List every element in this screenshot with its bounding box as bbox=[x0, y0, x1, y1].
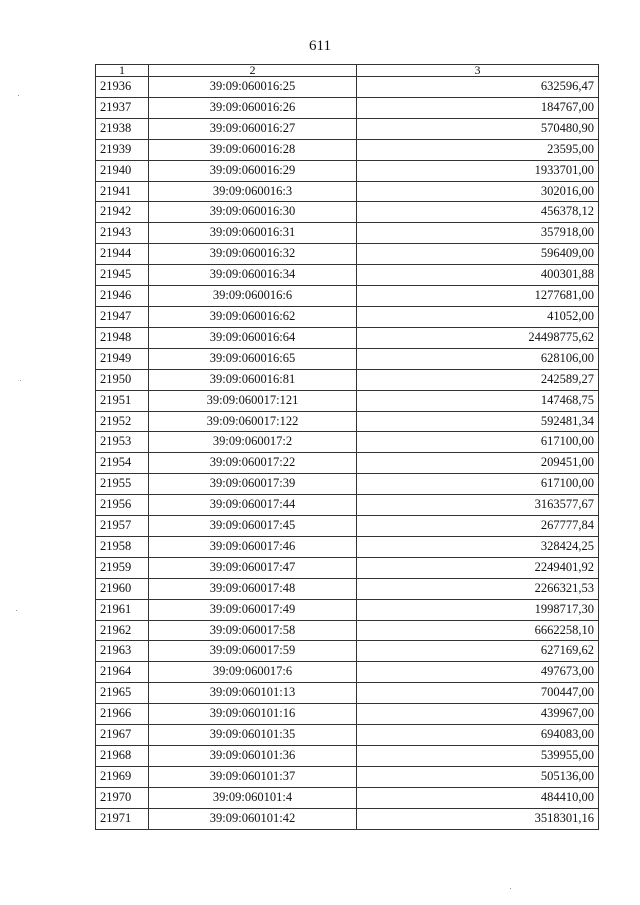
table-row bbox=[96, 432, 599, 453]
row-number-cell: 21969 bbox=[96, 766, 149, 787]
column-header-1: 1 bbox=[96, 65, 149, 77]
table-row bbox=[96, 620, 599, 641]
cadastral-number-cell: 39:09:060101:16 bbox=[149, 704, 357, 725]
row-number-cell: 21952 bbox=[96, 411, 149, 432]
cadastral-value-cell: 357918,00 bbox=[357, 223, 599, 244]
cadastral-number-cell: 39:09:060017:48 bbox=[149, 578, 357, 599]
cadastral-value-cell: 1998717,30 bbox=[357, 599, 599, 620]
cadastral-number-cell: 39:09:060016:3 bbox=[149, 181, 357, 202]
table-row bbox=[96, 139, 599, 160]
cadastral-number-cell: 39:09:060016:62 bbox=[149, 306, 357, 327]
table-row bbox=[96, 578, 599, 599]
cadastral-value-cell: 302016,00 bbox=[357, 181, 599, 202]
cadastral-value-cell: 209451,00 bbox=[357, 453, 599, 474]
cadastral-number-cell: 39:09:060017:46 bbox=[149, 536, 357, 557]
row-number-cell: 21957 bbox=[96, 516, 149, 537]
row-number-cell: 21955 bbox=[96, 474, 149, 495]
cadastral-number-cell: 39:09:060101:42 bbox=[149, 808, 357, 829]
row-number-cell: 21938 bbox=[96, 118, 149, 139]
row-number-cell: 21968 bbox=[96, 746, 149, 767]
cadastral-number-cell: 39:09:060017:39 bbox=[149, 474, 357, 495]
cadastral-value-cell: 497673,00 bbox=[357, 662, 599, 683]
cadastral-number-cell: 39:09:060016:25 bbox=[149, 77, 357, 98]
cadastral-number-cell: 39:09:060101:37 bbox=[149, 766, 357, 787]
table-row bbox=[96, 369, 599, 390]
row-number-cell: 21941 bbox=[96, 181, 149, 202]
row-number-cell: 21963 bbox=[96, 641, 149, 662]
table-row bbox=[96, 97, 599, 118]
row-number-cell: 21936 bbox=[96, 77, 149, 98]
table-row bbox=[96, 766, 599, 787]
cadastral-value-cell: 632596,47 bbox=[357, 77, 599, 98]
row-number-cell: 21937 bbox=[96, 97, 149, 118]
column-header-2: 2 bbox=[149, 65, 357, 77]
table-row bbox=[96, 181, 599, 202]
table-row bbox=[96, 808, 599, 829]
row-number-cell: 21954 bbox=[96, 453, 149, 474]
table-row bbox=[96, 348, 599, 369]
cadastral-number-cell: 39:09:060016:31 bbox=[149, 223, 357, 244]
row-number-cell: 21962 bbox=[96, 620, 149, 641]
cadastral-number-cell: 39:09:060017:6 bbox=[149, 662, 357, 683]
cadastral-value-cell: 328424,25 bbox=[357, 536, 599, 557]
cadastral-number-cell: 39:09:060017:59 bbox=[149, 641, 357, 662]
row-number-cell: 21971 bbox=[96, 808, 149, 829]
cadastral-value-cell: 3518301,16 bbox=[357, 808, 599, 829]
table-row bbox=[96, 453, 599, 474]
cadastral-value-cell: 267777,84 bbox=[357, 516, 599, 537]
row-number-cell: 21949 bbox=[96, 348, 149, 369]
table-row bbox=[96, 77, 599, 98]
row-number-cell: 21965 bbox=[96, 683, 149, 704]
column-header-3: 3 bbox=[357, 65, 599, 77]
table-row bbox=[96, 683, 599, 704]
cadastral-value-table bbox=[95, 64, 599, 830]
table-row bbox=[96, 411, 599, 432]
cadastral-value-cell: 627169,62 bbox=[357, 641, 599, 662]
cadastral-number-cell: 39:09:060016:81 bbox=[149, 369, 357, 390]
page-number: 611 bbox=[309, 38, 331, 54]
table-row bbox=[96, 495, 599, 516]
cadastral-value-cell: 242589,27 bbox=[357, 369, 599, 390]
cadastral-value-cell: 2249401,92 bbox=[357, 557, 599, 578]
cadastral-value-cell: 400301,88 bbox=[357, 265, 599, 286]
table-row bbox=[96, 662, 599, 683]
cadastral-value-cell: 184767,00 bbox=[357, 97, 599, 118]
cadastral-value-cell: 41052,00 bbox=[357, 306, 599, 327]
cadastral-value-cell: 24498775,62 bbox=[357, 327, 599, 348]
cadastral-value-cell: 456378,12 bbox=[357, 202, 599, 223]
scan-speck bbox=[16, 610, 17, 611]
cadastral-number-cell: 39:09:060016:28 bbox=[149, 139, 357, 160]
table-row bbox=[96, 223, 599, 244]
cadastral-number-cell: 39:09:060101:35 bbox=[149, 725, 357, 746]
cadastral-value-cell: 2266321,53 bbox=[357, 578, 599, 599]
table-row bbox=[96, 202, 599, 223]
cadastral-value-cell: 1933701,00 bbox=[357, 160, 599, 181]
cadastral-number-cell: 39:09:060017:49 bbox=[149, 599, 357, 620]
cadastral-value-cell: 539955,00 bbox=[357, 746, 599, 767]
row-number-cell: 21950 bbox=[96, 369, 149, 390]
cadastral-number-cell: 39:09:060017:47 bbox=[149, 557, 357, 578]
table-row bbox=[96, 160, 599, 181]
table-row bbox=[96, 725, 599, 746]
cadastral-number-cell: 39:09:060016:6 bbox=[149, 286, 357, 307]
row-number-cell: 21940 bbox=[96, 160, 149, 181]
cadastral-number-cell: 39:09:060101:13 bbox=[149, 683, 357, 704]
row-number-cell: 21944 bbox=[96, 244, 149, 265]
cadastral-value-cell: 570480,90 bbox=[357, 118, 599, 139]
cadastral-value-cell: 628106,00 bbox=[357, 348, 599, 369]
table-row bbox=[96, 327, 599, 348]
cadastral-number-cell: 39:09:060101:36 bbox=[149, 746, 357, 767]
cadastral-number-cell: 39:09:060017:2 bbox=[149, 432, 357, 453]
row-number-cell: 21953 bbox=[96, 432, 149, 453]
table-row bbox=[96, 244, 599, 265]
table-row bbox=[96, 516, 599, 537]
cadastral-number-cell: 39:09:060017:22 bbox=[149, 453, 357, 474]
cadastral-number-cell: 39:09:060017:122 bbox=[149, 411, 357, 432]
table-body bbox=[96, 77, 599, 830]
cadastral-value-cell: 617100,00 bbox=[357, 432, 599, 453]
table-row bbox=[96, 787, 599, 808]
row-number-cell: 21958 bbox=[96, 536, 149, 557]
row-number-cell: 21966 bbox=[96, 704, 149, 725]
cadastral-value-cell: 439967,00 bbox=[357, 704, 599, 725]
cadastral-value-cell: 484410,00 bbox=[357, 787, 599, 808]
row-number-cell: 21946 bbox=[96, 286, 149, 307]
cadastral-number-cell: 39:09:060017:121 bbox=[149, 390, 357, 411]
table-row bbox=[96, 118, 599, 139]
cadastral-number-cell: 39:09:060016:27 bbox=[149, 118, 357, 139]
cadastral-value-cell: 617100,00 bbox=[357, 474, 599, 495]
cadastral-number-cell: 39:09:060101:4 bbox=[149, 787, 357, 808]
row-number-cell: 21943 bbox=[96, 223, 149, 244]
cadastral-value-cell: 1277681,00 bbox=[357, 286, 599, 307]
row-number-cell: 21945 bbox=[96, 265, 149, 286]
row-number-cell: 21947 bbox=[96, 306, 149, 327]
cadastral-value-cell: 694083,00 bbox=[357, 725, 599, 746]
cadastral-number-cell: 39:09:060016:30 bbox=[149, 202, 357, 223]
row-number-cell: 21970 bbox=[96, 787, 149, 808]
table-row bbox=[96, 599, 599, 620]
scan-speck bbox=[510, 888, 511, 889]
row-number-cell: 21967 bbox=[96, 725, 149, 746]
cadastral-number-cell: 39:09:060017:58 bbox=[149, 620, 357, 641]
table-header bbox=[96, 65, 599, 77]
table-row bbox=[96, 286, 599, 307]
table-row bbox=[96, 641, 599, 662]
cadastral-value-cell: 3163577,67 bbox=[357, 495, 599, 516]
row-number-cell: 21961 bbox=[96, 599, 149, 620]
cadastral-value-cell: 700447,00 bbox=[357, 683, 599, 704]
cadastral-number-cell: 39:09:060016:64 bbox=[149, 327, 357, 348]
row-number-cell: 21956 bbox=[96, 495, 149, 516]
row-number-cell: 21948 bbox=[96, 327, 149, 348]
table-row bbox=[96, 306, 599, 327]
row-number-cell: 21960 bbox=[96, 578, 149, 599]
cadastral-number-cell: 39:09:060017:44 bbox=[149, 495, 357, 516]
row-number-cell: 21964 bbox=[96, 662, 149, 683]
row-number-cell: 21942 bbox=[96, 202, 149, 223]
cadastral-number-cell: 39:09:060016:29 bbox=[149, 160, 357, 181]
header-row bbox=[96, 65, 599, 77]
cadastral-value-cell: 6662258,10 bbox=[357, 620, 599, 641]
cadastral-value-cell: 505136,00 bbox=[357, 766, 599, 787]
row-number-cell: 21951 bbox=[96, 390, 149, 411]
table-row bbox=[96, 746, 599, 767]
cadastral-number-cell: 39:09:060016:26 bbox=[149, 97, 357, 118]
table-row bbox=[96, 390, 599, 411]
cadastral-number-cell: 39:09:060017:45 bbox=[149, 516, 357, 537]
scan-speck bbox=[18, 95, 19, 96]
table-row bbox=[96, 265, 599, 286]
row-number-cell: 21939 bbox=[96, 139, 149, 160]
row-number-cell: 21959 bbox=[96, 557, 149, 578]
table-row bbox=[96, 536, 599, 557]
cadastral-value-cell: 596409,00 bbox=[357, 244, 599, 265]
scan-speck bbox=[20, 380, 21, 381]
cadastral-number-cell: 39:09:060016:32 bbox=[149, 244, 357, 265]
table-row bbox=[96, 704, 599, 725]
cadastral-value-cell: 23595,00 bbox=[357, 139, 599, 160]
cadastral-value-cell: 592481,34 bbox=[357, 411, 599, 432]
cadastral-value-cell: 147468,75 bbox=[357, 390, 599, 411]
table-row bbox=[96, 557, 599, 578]
cadastral-number-cell: 39:09:060016:34 bbox=[149, 265, 357, 286]
table-row bbox=[96, 474, 599, 495]
cadastral-number-cell: 39:09:060016:65 bbox=[149, 348, 357, 369]
